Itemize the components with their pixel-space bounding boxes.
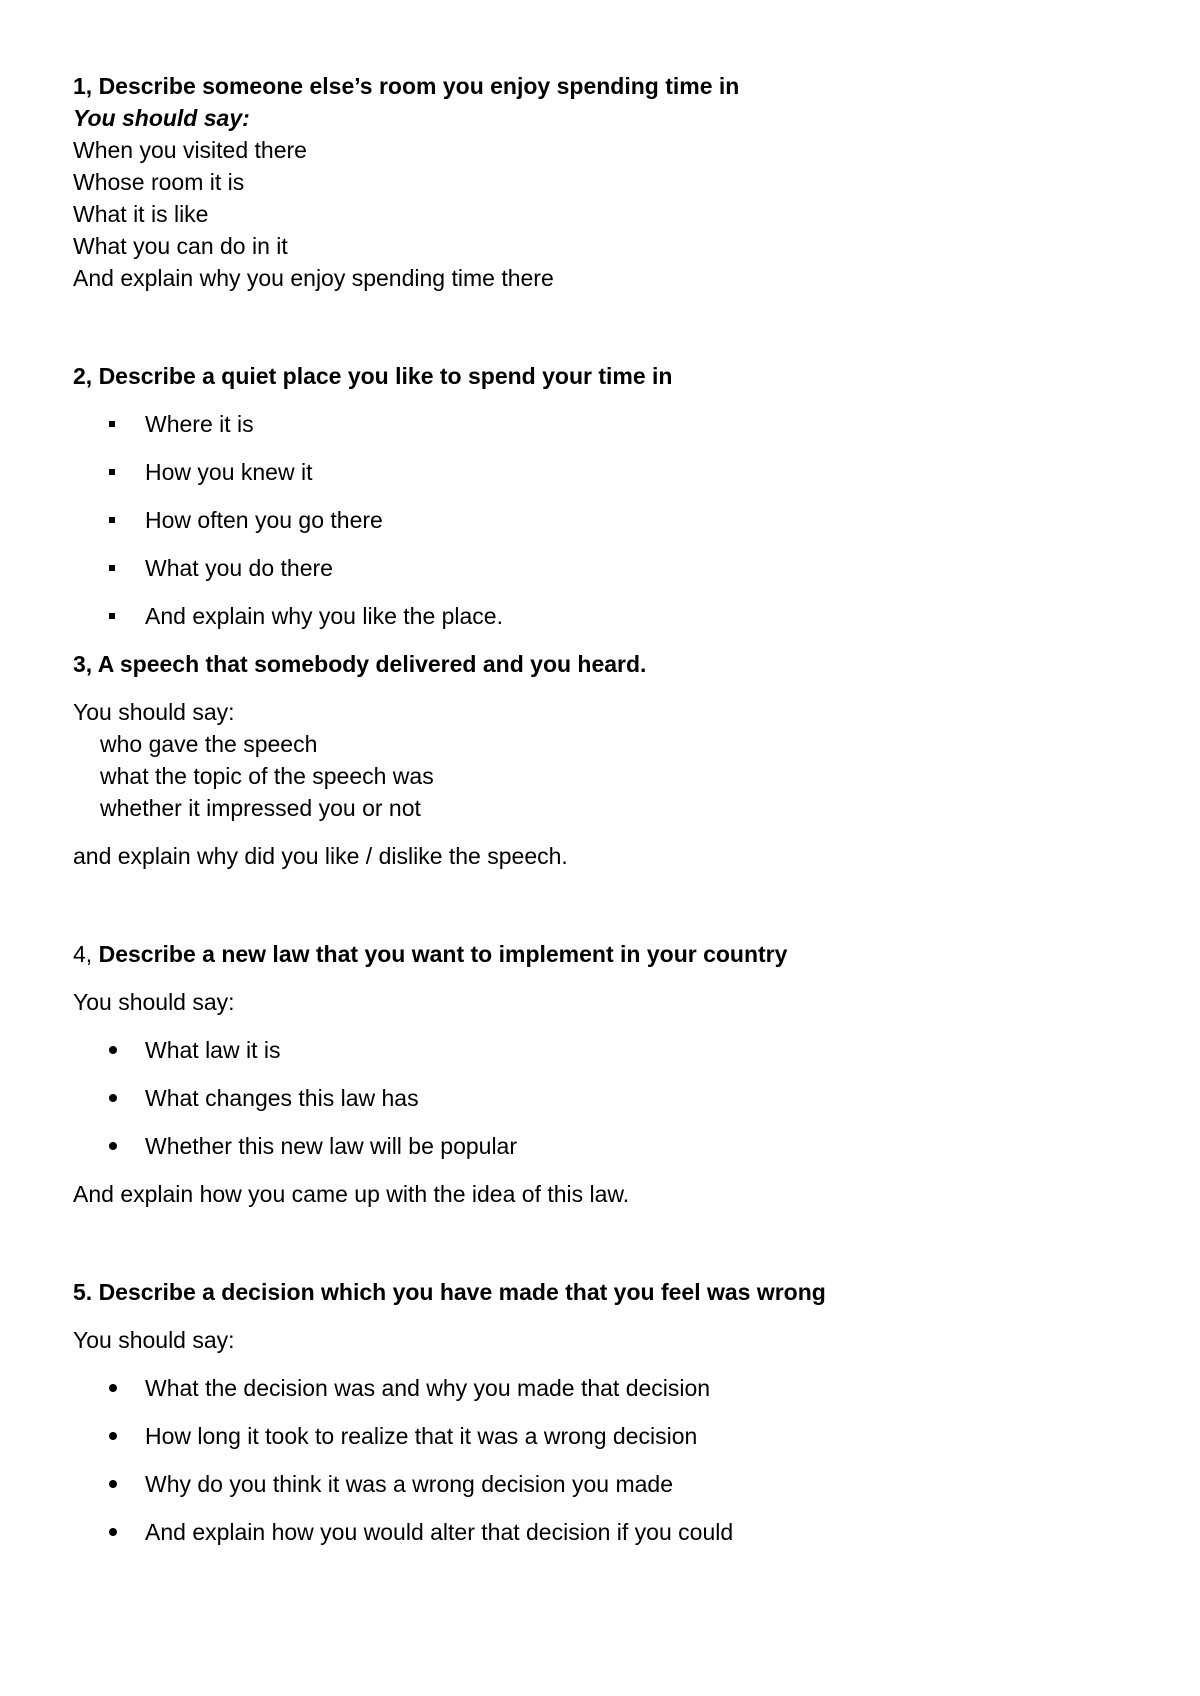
square-bullet-icon	[109, 421, 115, 427]
list-item	[73, 1420, 1133, 1452]
question-1-line: What you can do in it	[73, 233, 288, 259]
question-4-title	[73, 938, 1133, 970]
question-1-title: 1, Describe someone else’s room you enjoy spending time in	[73, 73, 740, 99]
list-item-text: What you do there	[145, 555, 333, 581]
dot-bullet-icon	[109, 1046, 117, 1054]
question-3-line: what the topic of the speech was	[100, 763, 434, 789]
list-item-text: Why do you think it was a wrong decision you made	[145, 1471, 673, 1497]
dot-bullet-icon	[109, 1142, 117, 1150]
list-item	[73, 408, 1133, 440]
list-item-text: How long it took to realize that it was a wrong decision	[145, 1423, 698, 1449]
question-4-number: 4,	[73, 941, 93, 967]
question-4-ending: And explain how you came up with the idea of this law.	[73, 1181, 630, 1207]
dot-bullet-icon	[109, 1432, 117, 1440]
question-2	[73, 360, 1133, 632]
question-4-title-text: Describe a new law that you want to implement in your country	[98, 941, 788, 967]
question-1-line: What it is like	[73, 201, 209, 227]
question-1-subtitle: You should say:	[73, 105, 250, 131]
list-item	[73, 1130, 1133, 1162]
question-2-list	[73, 408, 1133, 632]
question-5-title: 5. Describe a decision which you have made that you feel was wrong	[73, 1279, 826, 1305]
question-1-line: And explain why you enjoy spending time there	[73, 265, 554, 291]
question-4-list	[73, 1034, 1133, 1162]
question-5-list	[73, 1372, 1133, 1548]
list-item	[73, 1516, 1133, 1548]
question-1	[73, 70, 1133, 294]
list-item-text: Where it is	[145, 411, 254, 437]
question-5	[73, 1276, 1133, 1548]
question-3-line: who gave the speech	[100, 731, 318, 757]
question-4	[73, 938, 1133, 1210]
question-3-line: whether it impressed you or not	[100, 795, 421, 821]
dot-bullet-icon	[109, 1480, 117, 1488]
list-item-text: And explain why you like the place.	[145, 603, 503, 629]
question-3-say: You should say:	[73, 699, 235, 725]
list-item	[73, 600, 1133, 632]
square-bullet-icon	[109, 469, 115, 475]
question-4-say: You should say:	[73, 989, 235, 1015]
list-item-text: How often you go there	[145, 507, 383, 533]
dot-bullet-icon	[109, 1528, 117, 1536]
dot-bullet-icon	[109, 1384, 117, 1392]
list-item	[73, 456, 1133, 488]
question-3	[73, 648, 1133, 872]
square-bullet-icon	[109, 613, 115, 619]
square-bullet-icon	[109, 565, 115, 571]
question-5-say: You should say:	[73, 1327, 235, 1353]
question-2-title: 2, Describe a quiet place you like to spend your time in	[73, 363, 673, 389]
list-item	[73, 552, 1133, 584]
list-item-text: What law it is	[145, 1037, 281, 1063]
dot-bullet-icon	[109, 1094, 117, 1102]
list-item	[73, 1034, 1133, 1066]
list-item	[73, 1468, 1133, 1500]
list-item-text: Whether this new law will be popular	[145, 1133, 518, 1159]
list-item	[73, 504, 1133, 536]
question-3-title: 3, A speech that somebody delivered and you heard.	[73, 651, 647, 677]
document-page	[73, 70, 1133, 1564]
list-item-text: How you knew it	[145, 459, 313, 485]
list-item-text: What the decision was and why you made that decision	[145, 1375, 711, 1401]
list-item	[73, 1372, 1133, 1404]
list-item-text: And explain how you would alter that decision if you could	[145, 1519, 734, 1545]
square-bullet-icon	[109, 517, 115, 523]
question-3-ending: and explain why did you like / dislike the speech.	[73, 843, 568, 869]
list-item-text: What changes this law has	[145, 1085, 419, 1111]
list-item	[73, 1082, 1133, 1114]
question-1-line: When you visited there	[73, 137, 307, 163]
question-1-line: Whose room it is	[73, 169, 245, 195]
